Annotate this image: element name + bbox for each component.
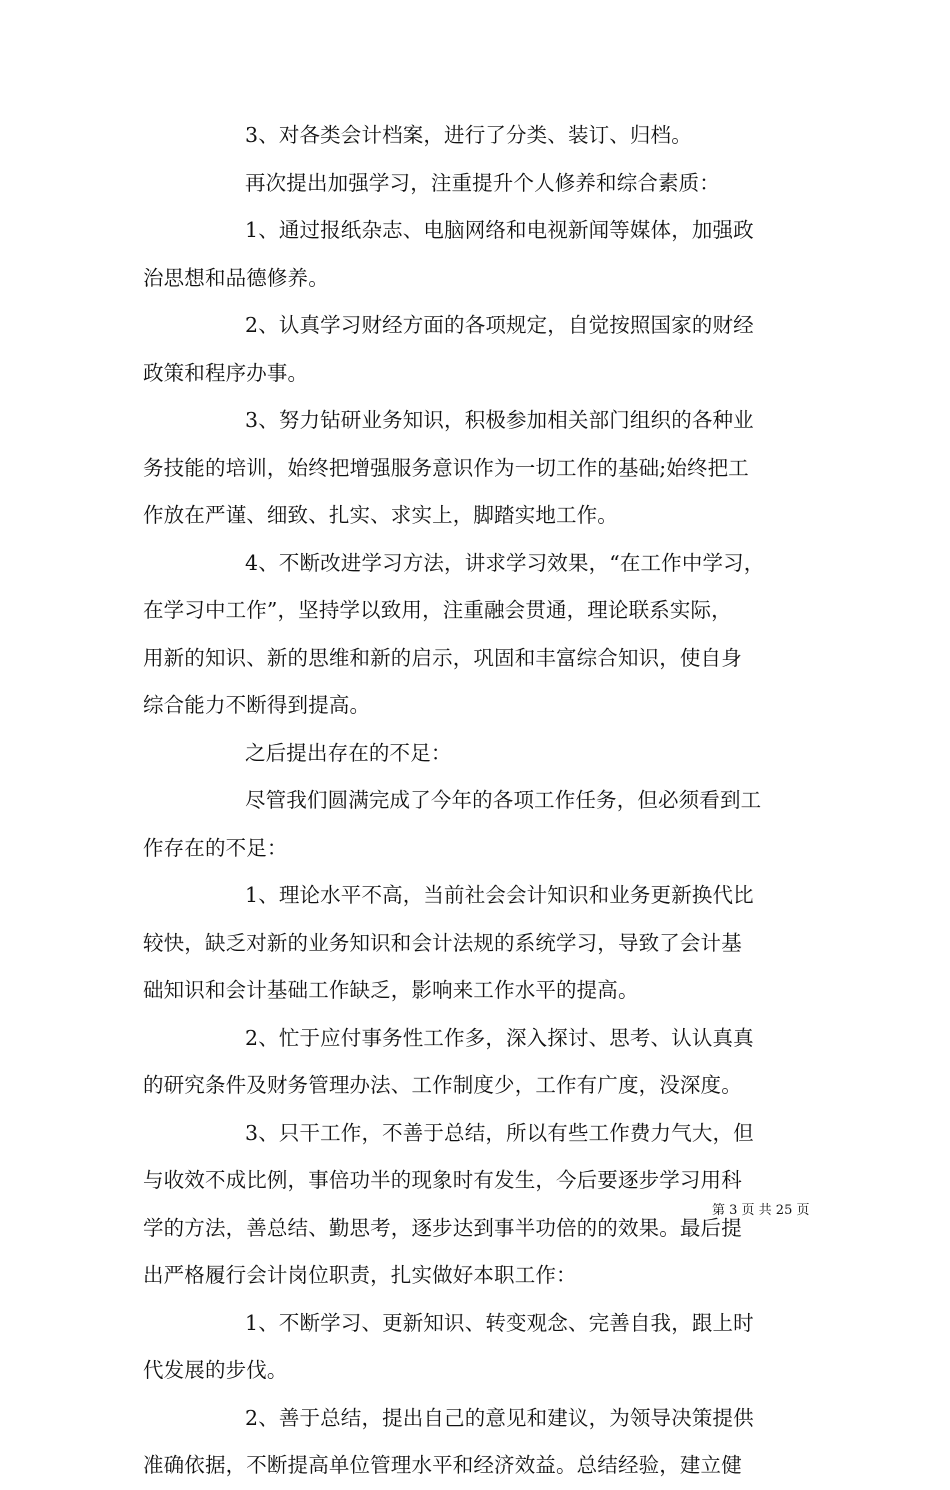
text-line: 代发展的步伐。 [143, 1358, 288, 1382]
page-number: 第 3 页 共 25 页 [712, 1203, 810, 1218]
text-line: 2、善于总结，提出自己的意见和建议，为领导决策提供 [245, 1405, 754, 1430]
text-line: 再次提出加强学习，注重提升个人修养和综合素质： [245, 170, 720, 195]
text-line: 1、理论水平不高，当前社会会计知识和业务更新换代比 [245, 883, 754, 907]
text-line: 出严格履行会计岗位职责，扎实做好本职工作： [143, 1263, 577, 1287]
text-line: 3、努力钻研业务知识，积极参加相关部门组织的各种业 [245, 408, 754, 432]
text-line: 综合能力不断得到提高。 [143, 693, 371, 717]
text-line: 作放在严谨、细致、扎实、求实上，脚踏实地工作。 [143, 503, 618, 527]
text-line: 1、不断学习、更新知识、转变观念、完善自我，跟上时 [245, 1310, 754, 1335]
text-line: 在学习中工作”，坚持学以致用，注重融会贯通，理论联系实际， [143, 598, 732, 622]
document-body [143, 112, 810, 1490]
text-line: 务技能的培训，始终把增强服务意识作为一切工作的基础;始终把工 [143, 455, 749, 480]
text-line: 尽管我们圆满完成了今年的各项工作任务，但必须看到工 [245, 788, 762, 812]
text-line: 用新的知识、新的思维和新的启示，巩固和丰富综合知识，使自身 [143, 645, 742, 670]
text-line: 3、对各类会计档案，进行了分类、装订、归档。 [245, 123, 692, 147]
text-line: 与收效不成比例，事倍功半的现象时有发生，今后要逐步学习用科 [143, 1168, 742, 1192]
text-line: 学的方法，善总结、勤思考，逐步达到事半功倍的的效果。最后提 [143, 1215, 742, 1240]
text-line: 较快，缺乏对新的业务知识和会计法规的系统学习，导致了会计基 [143, 930, 742, 955]
text-line: 础知识和会计基础工作缺乏，影响来工作水平的提高。 [143, 978, 639, 1002]
text-line: 2、认真学习财经方面的各项规定，自觉按照国家的财经 [245, 313, 754, 337]
text-line: 1、通过报纸杂志、电脑网络和电视新闻等媒体，加强政 [245, 218, 754, 242]
text-line: 政策和程序办事。 [143, 360, 309, 385]
text-line: 2、忙于应付事务性工作多，深入探讨、思考、认认真真 [245, 1025, 754, 1050]
text-line: 作存在的不足： [143, 835, 288, 860]
text-line: 4、不断改进学习方法，讲求学习效果，“在工作中学习， [245, 550, 765, 575]
text-line: 治思想和品德修养。 [143, 265, 329, 290]
text-line: 3、只干工作，不善于总结，所以有些工作费力气大，但 [245, 1120, 754, 1145]
text-line: 之后提出存在的不足： [245, 740, 452, 765]
text-line: 准确依据，不断提高单位管理水平和经济效益。总结经验，建立健 [143, 1453, 742, 1477]
text-line: 的研究条件及财务管理办法、工作制度少，工作有广度，没深度。 [143, 1073, 742, 1097]
